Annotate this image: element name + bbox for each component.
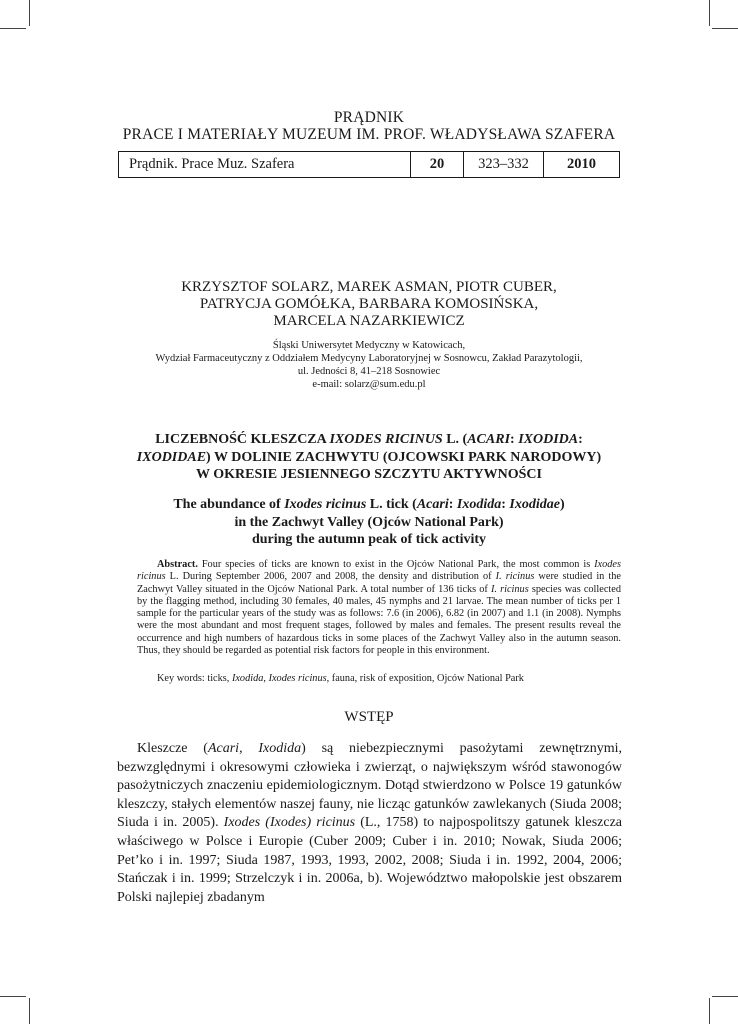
title-polish-line: W OKRESIE JESIENNEGO SZCZYTU AKTYWNOŚCI [196, 467, 542, 482]
citation-pages: 323–332 [464, 152, 544, 177]
affiliation [0, 339, 738, 391]
body-paragraph: Kleszcze (Acari, Ixodida) są niebezpiecznymi pasożytami zewnętrznymi, bezwzględnymi i okresowymi człowieka i zwierząt, o największym wśród stawonogów pasożytniczych znaczeniu epidemiologicznym. Dotąd stwierdzono w Polsce 19 gatunków kleszczy, stałych elementów naszej fauny, nie licząc gatunków zawlekanych (Siuda 2008; Siuda i in. 2005). Ixodes (Ixodes) ricinus (L., 1758) to najpospolitszy gatunek kleszcza właściwego w Polsce i Europie (Cuber 2009; Cuber i in. 2010; Nowak, Siuda 2006; Pet’ko i in. 1997; Siuda 1987, 1993, 1993, 2002, 2008; Siuda i in. 1992, 2004, 2006; Stańczak i in. 1999; Strzelczyk i in. 2006a, b). Województwo małopolskie jest obszarem Polski najlepiej zbadanym [117, 741, 623, 905]
authors-line: PATRYCJA GOMÓŁKA, BARBARA KOMOSIŃSKA, [199, 296, 539, 312]
title-polish-line: IXODIDAE) W DOLINIE ZACHWYTU (OJCOWSKI PARK NARODOWY) [136, 449, 602, 465]
journal-series: PRĄDNIK [333, 109, 405, 126]
authors [0, 279, 738, 330]
crop-mark-bottom-left [29, 998, 30, 1024]
abstract-text: Abstract. Four species of ticks are known to exist in the Ojców National Park, the most common is Ixodes ricinus L. During September 2006, 2007 and 2008, the density and distribution of I. ricinus were studied in the Zachwyt Valley situated in the Ojców National Park. A total number of 136 ticks of I. ricinus species was collected by the flagging method, including 30 females, 40 males, 45 nymphs and 21 larvae. The mean number of ticks per 1 sample for the particular years of the study was as follows: 7.6 (in 2006), 6.82 (in 2007) and 1.1 (in 2008). Nymphs were the most abundant and most frequent stages, followed by males and females. The present results reveal the occurrence and high numbers of hazardous ticks in some places of the Zachwyt Valley also in the autumn season. Thus, they should be regarded as potential risk factors for people in this environment. [137, 559, 621, 657]
affiliation-line: Śląski Uniwersytet Medyczny w Katowicach, [272, 340, 466, 351]
citation-year: 2010 [567, 156, 596, 172]
title-english-line: The abundance of Ixodes ricinus L. tick (Acari: Ixodida: Ixodidae) [173, 497, 565, 512]
title-polish-line: LICZEBNOŚĆ KLESZCZA IXODES RICINUS L. (ACARI: IXODIDA: [155, 432, 583, 447]
citation-volume: 20 [411, 152, 464, 177]
affiliation-email: e-mail: solarz@sum.edu.pl [312, 379, 426, 390]
title-english-line: in the Zachwyt Valley (Ojców National Park) [234, 514, 504, 530]
journal-name: PRACE I MATERIAŁY MUZEUM IM. PROF. WŁADYSŁAWA SZAFERA [122, 126, 616, 143]
authors-line: KRZYSZTOF SOLARZ, MAREK ASMAN, PIOTR CUBER, [181, 279, 557, 295]
citation-table [118, 151, 620, 178]
authors-line: MARCELA NAZARKIEWICZ [273, 313, 465, 329]
crop-mark-bottom-right [709, 998, 710, 1024]
crop-mark-left-top [0, 28, 26, 29]
crop-mark-top-left [29, 0, 30, 26]
affiliation-line: ul. Jedności 8, 41–218 Sosnowiec [297, 366, 441, 377]
section-heading: WSTĘP [344, 709, 394, 725]
affiliation-line: Wydział Farmaceutyczny z Oddziałem Medycyny Laboratoryjnej w Sosnowcu, Zakład Parazytologii, [155, 353, 583, 364]
title-english-line: during the autumn peak of tick activity [251, 532, 487, 547]
crop-mark-left-bottom [0, 996, 26, 997]
title-english [0, 496, 738, 549]
crop-mark-right-top [712, 28, 738, 29]
crop-mark-right-bottom [712, 996, 738, 997]
abstract [137, 559, 621, 657]
title-polish [0, 431, 738, 484]
body-text [117, 740, 622, 907]
citation-abbrev: Prądnik. Prace Muz. Szafera [119, 152, 411, 177]
crop-mark-top-right [709, 0, 710, 26]
keywords: Key words: ticks, Ixodida, Ixodes ricinus, fauna, risk of exposition, Ojców National Park [157, 673, 524, 684]
